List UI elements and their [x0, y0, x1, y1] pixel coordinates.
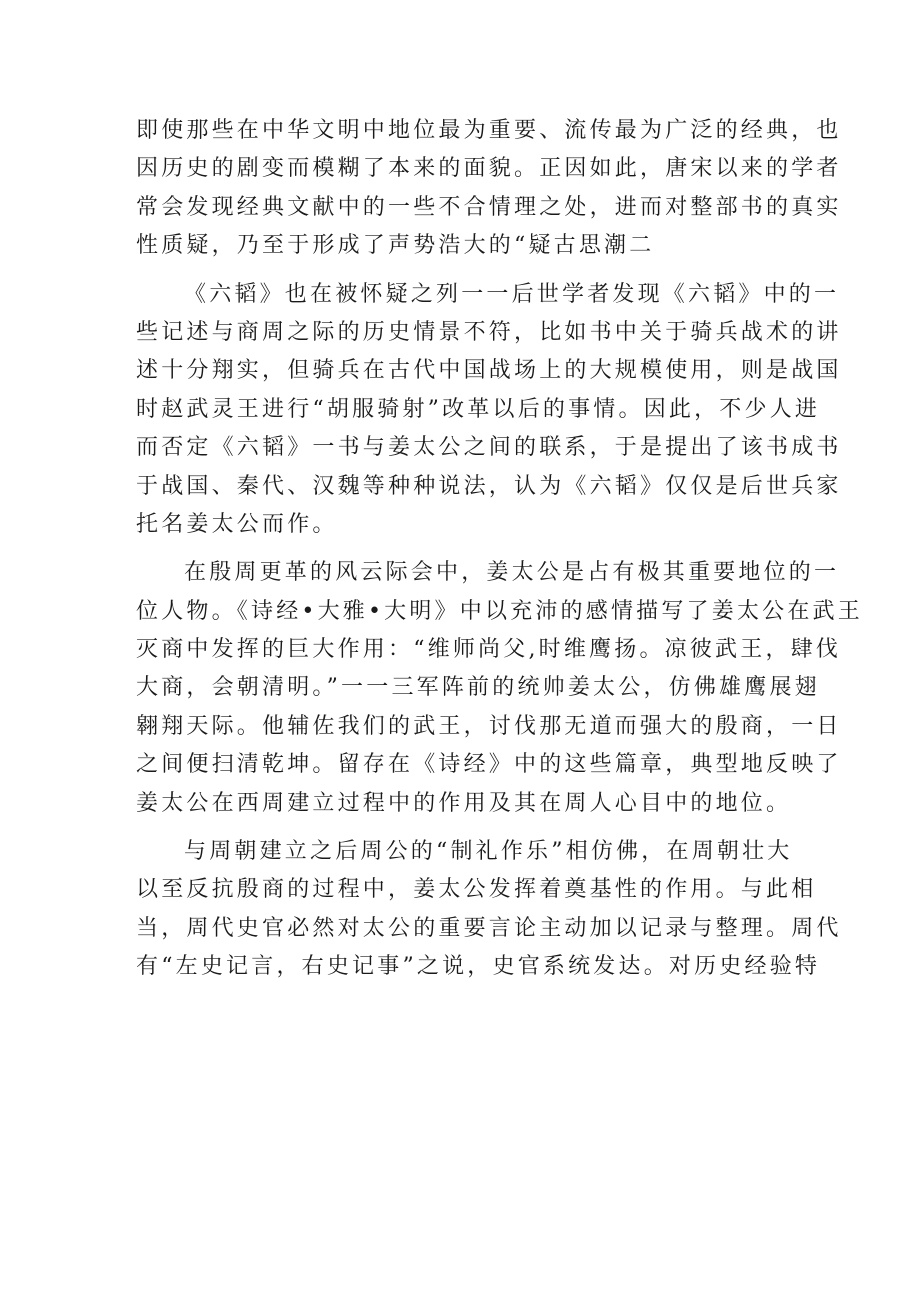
text-line: 灭商中发挥的巨大作用：“维师尚父,时维鹰扬。凉彼武王，肆伐 — [136, 637, 842, 663]
document-body — [136, 112, 863, 987]
text-line: 常会发现经典文献中的一些不合情理之处，进而对整部书的真实 — [136, 194, 842, 220]
text-line: 有“左史记言，右史记事”之说，史官系统发达。对历史经验特 — [136, 954, 821, 980]
text-line: 以至反抗殷商的过程中，姜太公发挥着奠基性的作用。与此相 — [136, 877, 817, 903]
text-line: 在殷周更革的风云际会中，姜太公是占有极其重要地位的一 — [184, 560, 840, 586]
text-line: 而否定《六韬》一书与姜太公之间的联系，于是提出了该书成书 — [136, 435, 842, 461]
text-line: 大商，会朝清明。”一一三军阵前的统帅姜太公，仿佛雄鹰展翅 — [136, 675, 820, 701]
text-line: 与周朝建立之后周公的“制礼作乐”相仿佛，在周朝壮大 — [184, 839, 793, 865]
paragraph-4 — [136, 833, 842, 987]
text-line: 述十分翔实，但骑兵在古代中国战场上的大规模使用，则是战国 — [136, 358, 842, 384]
text-line: 托名姜太公而作。 — [136, 511, 338, 537]
text-line: 于战国、秦代、汉魏等种种说法，认为《六韬》仅仅是后世兵家 — [136, 473, 842, 499]
text-line: 性质疑，乃至于形成了声势浩大的“疑古思潮二 — [136, 233, 655, 259]
text-line: 翱翔天际。他辅佐我们的武王，讨伐那无道而强大的殷商，一日 — [136, 713, 842, 739]
text-line: 《六韬》也在被怀疑之列一一后世学者发现《六韬》中的一 — [184, 281, 840, 307]
text-line: 些记述与商周之际的历史情景不符，比如书中关于骑兵战术的讲 — [136, 319, 842, 345]
text-line: 位人物。《诗经•大雅•大明》中以充沛的感情描写了姜太公在武王 — [136, 598, 863, 624]
paragraph-2 — [136, 276, 842, 545]
text-line: 时赵武灵王进行“胡服骑射”改革以后的事情。因此，不少人进 — [136, 396, 821, 422]
text-line: 之间便扫清乾坤。留存在《诗经》中的这些篇章，典型地反映了 — [136, 752, 842, 778]
text-line: 因历史的剧变而模糊了本来的面貌。正因如此，唐宋以来的学者 — [136, 156, 842, 182]
paragraph-1 — [136, 112, 842, 266]
text-line: 即使那些在中华文明中地位最为重要、流传最为广泛的经典，也 — [136, 118, 842, 143]
paragraph-3 — [136, 554, 863, 823]
text-line: 姜太公在西周建立过程中的作用及其在周人心目中的地位。 — [136, 790, 792, 816]
text-line: 当，周代史官必然对太公的重要言论主动加以记录与整理。周代 — [136, 915, 842, 941]
